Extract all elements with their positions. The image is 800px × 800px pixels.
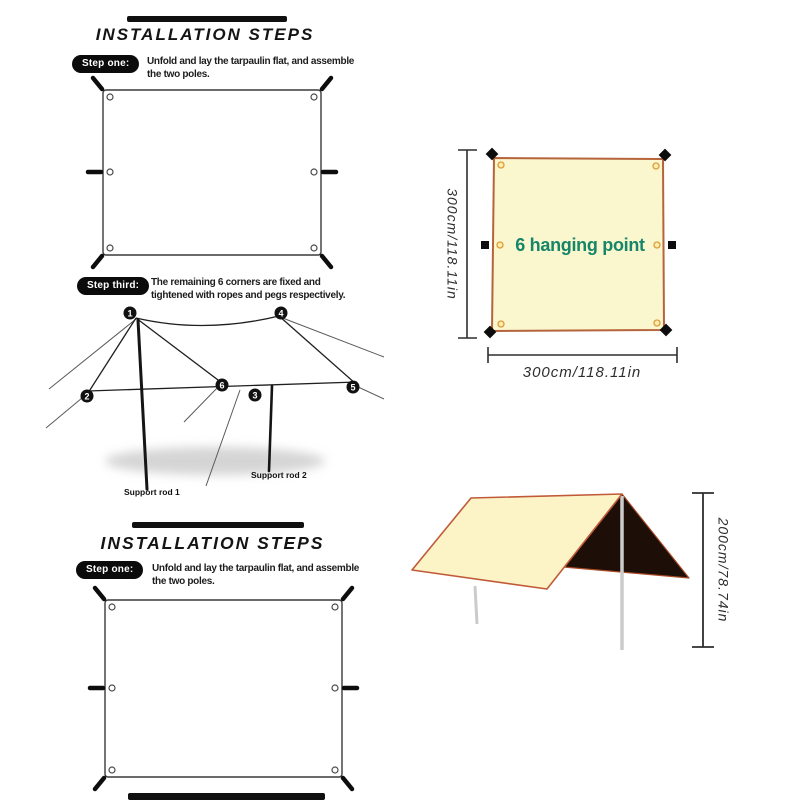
tent-front-pole [475,586,477,624]
corner-markers [81,307,360,403]
grommet [654,320,660,326]
height-dimension-label: 300cm/118.11in [444,188,461,300]
marker-6 [216,379,229,392]
tent-height-panel [412,493,731,650]
grommet [311,94,317,100]
corner-tab [95,588,104,599]
marker-digit: 6 [219,380,225,391]
guy-rope [280,317,384,357]
marker-5 [347,381,360,394]
corner-tab [95,778,104,789]
corner-tab [343,778,352,789]
grommet [653,163,659,169]
grommet [498,321,504,327]
grommet [654,242,660,248]
width-dimension [488,347,677,363]
section-title-top: INSTALLATION STEPS [95,25,315,44]
hanging-point-label: 6 hanging point [515,235,645,255]
guy-rope [356,386,384,399]
tarp-outline [105,600,342,777]
corner-tab [343,588,352,599]
marker-digit: 4 [278,308,284,319]
flat-tarp-diagram-top [88,78,336,267]
step-text-line: Unfold and lay the tarpaulin flat, and assemble [147,56,355,67]
guy-rope [49,319,136,389]
side-tab [481,241,489,249]
support-rod-1-label: Support rod 1 [124,487,180,497]
grommet [311,245,317,251]
corner-tab [322,256,331,267]
step-third-text [151,276,345,302]
title-accent-bar-cut [128,793,325,800]
pitched-tarp-diagram [46,307,384,498]
grommet [109,604,115,610]
grommet [332,685,338,691]
marker-digit: 2 [84,391,90,402]
grommet [332,767,338,773]
step-text-line: the two poles. [147,69,210,80]
guy-rope [184,384,221,422]
grommet [107,169,113,175]
grommet [311,169,317,175]
side-tab [668,241,676,249]
step-text-line: The remaining 6 corners are fixed and [151,277,321,288]
grommet [332,604,338,610]
marker-digit: 3 [252,390,258,401]
tarp-edge [88,318,136,393]
step-text-line: Unfold and lay the tarpaulin flat, and assemble [152,563,360,574]
section-title-bottom: INSTALLATION STEPS [100,533,325,553]
tent-height-dimension-label: 200cm/78.74in [715,517,732,623]
step-one-badge-top: Step one: [72,55,139,73]
grommet [109,685,115,691]
step-third-badge: Step third: [77,277,149,295]
ridge-rope [136,316,279,326]
title-accent-bar [127,16,287,22]
step-text-line: tightened with ropes and pegs respectively. [151,290,346,301]
marker-2 [81,390,94,403]
step-one-badge-bottom: Step one: [76,561,143,579]
width-dimension-label: 300cm/118.11in [522,364,642,381]
grommet [498,162,504,168]
marker-1 [124,307,137,320]
step-text-line: the two poles. [152,576,215,587]
tarp-outline [103,90,321,255]
tent-height-dimension [692,493,714,647]
marker-digit: 1 [127,308,133,319]
grommet [107,245,113,251]
corner-tab [93,78,102,89]
corner-tab [93,256,102,267]
support-rod-2-label: Support rod 2 [251,470,307,480]
step-one-text-bottom [152,562,359,588]
tarp-edge [136,318,222,383]
hanging-points-panel [444,148,677,381]
tarp-edge [237,382,357,386]
marker-4 [275,307,288,320]
grommet [109,767,115,773]
grommet [497,242,503,248]
grommet [107,94,113,100]
tarp-edge [279,316,356,384]
title-accent-bar [132,522,304,528]
flat-tarp-diagram-bottom [90,588,357,789]
marker-3 [249,389,262,402]
step-one-text-top [147,55,354,81]
marker-digit: 5 [350,382,356,393]
